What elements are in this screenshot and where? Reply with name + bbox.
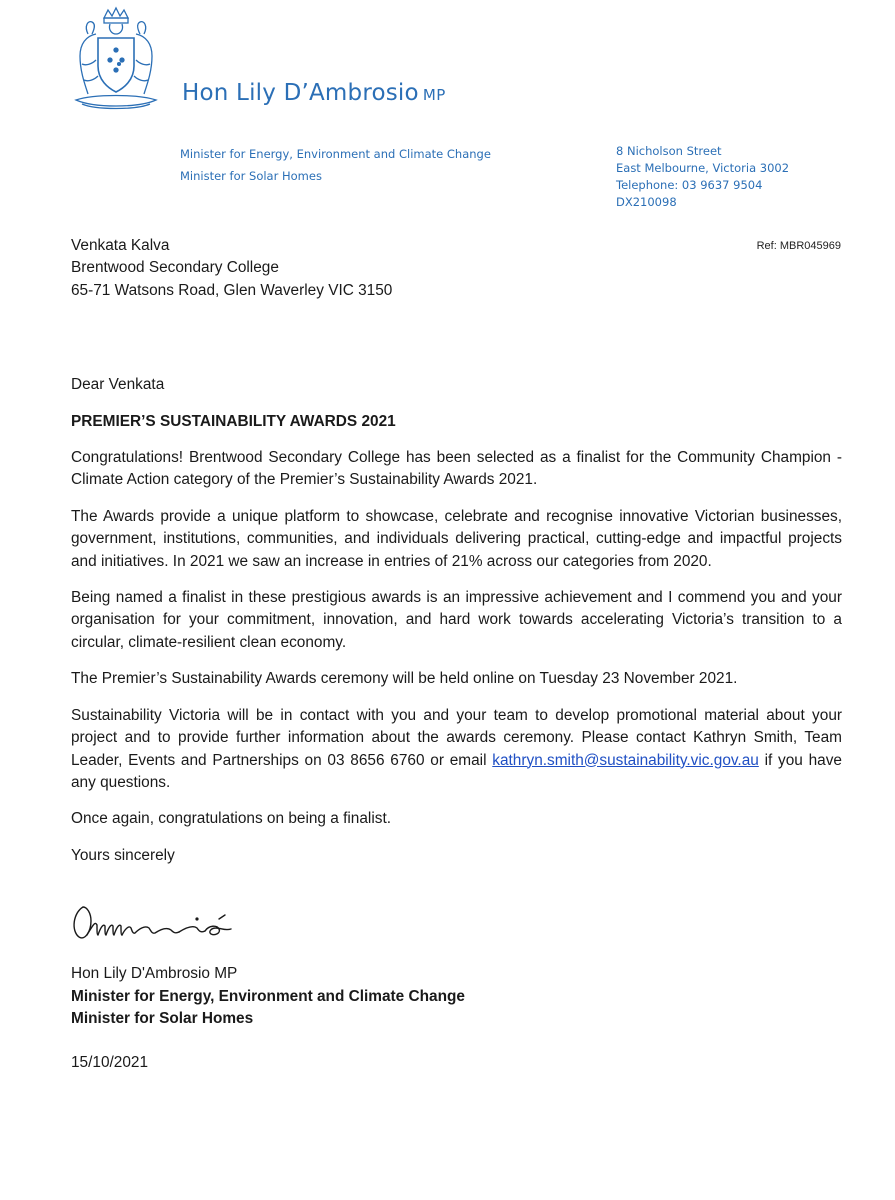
reference-number: Ref: MBR045969 bbox=[756, 240, 841, 252]
body-paragraph: Being named a finalist in these prestigious awards is an impressive achievement and I commend you and your organisation for your commitment, innovation, and hard work towards accelerating Victoria’s transition to a circular, climate-resilient clean economy. bbox=[71, 589, 842, 651]
body-paragraph: Congratulations! Brentwood Secondary College has been selected as a finalist for the Community Champion - Climate Action category of the Premier’s Sustainability Awards 2021. bbox=[71, 449, 842, 489]
address-line: East Melbourne, Victoria 3002 bbox=[616, 161, 790, 175]
address-line: Telephone: 03 9637 9504 bbox=[616, 178, 763, 192]
salutation: Dear Venkata bbox=[71, 376, 165, 394]
letterhead-portfolios bbox=[180, 143, 491, 187]
recipient-organisation: Brentwood Secondary College bbox=[71, 259, 279, 277]
signatory-name: Hon Lily D'Ambrosio MP bbox=[71, 965, 238, 983]
closing: Yours sincerely bbox=[71, 846, 175, 864]
contact-text: Sustainability Victoria will be in contact with you and your team to develop promotional material about your project and to provide further information about the awards ceremony. Please contact Kathryn Smith, Team Leader, Events and Partnerships on 03 8656 6760 or email bbox=[71, 706, 842, 769]
minister-name-text: Hon Lily D’Ambrosio bbox=[182, 80, 419, 106]
body-paragraph: The Awards provide a unique platform to showcase, celebrate and recognise innovative Victorian businesses, government, institutions, communities, and individuals delivering practical, cutting-edge and impactful projects and initiatives. In 2021 we saw an increase in entries of 21% across our categories from 2020. bbox=[71, 507, 842, 570]
address-line: 8 Nicholson Street bbox=[616, 144, 722, 158]
minister-suffix: MP bbox=[422, 86, 446, 104]
signatory-block bbox=[71, 963, 842, 1030]
recipient-name: Venkata Kalva bbox=[71, 237, 170, 254]
portfolio-line: Minister for Energy, Environment and Climate Change bbox=[180, 147, 491, 161]
recipient-address: 65-71 Watsons Road, Glen Waverley VIC 3150 bbox=[71, 281, 393, 299]
letter-body bbox=[71, 235, 842, 1075]
victoria-coat-of-arms-icon bbox=[66, 4, 162, 116]
address-line: DX210098 bbox=[616, 195, 677, 209]
contact-paragraph bbox=[71, 705, 842, 795]
signatory-title: Minister for Solar Homes bbox=[71, 1009, 254, 1027]
handwritten-signature-icon bbox=[69, 895, 269, 949]
portfolio-line: Minister for Solar Homes bbox=[180, 169, 322, 183]
contact-email-link[interactable]: kathryn.smith@sustainability.vic.gov.au bbox=[492, 751, 759, 769]
letterhead-address bbox=[616, 143, 789, 211]
signatory-title: Minister for Energy, Environment and Climate Change bbox=[71, 987, 465, 1005]
recipient-block bbox=[71, 235, 842, 302]
letterhead-minister-name bbox=[182, 80, 446, 106]
letter-date: 15/10/2021 bbox=[71, 1054, 149, 1072]
letter-subject: PREMIER’S SUSTAINABILITY AWARDS 2021 bbox=[71, 412, 396, 430]
final-paragraph: Once again, congratulations on being a finalist. bbox=[71, 810, 391, 828]
contact-text-end: if you have any questions. bbox=[71, 751, 842, 791]
body-paragraph: The Premier’s Sustainability Awards ceremony will be held online on Tuesday 23 November 2021. bbox=[71, 670, 738, 688]
